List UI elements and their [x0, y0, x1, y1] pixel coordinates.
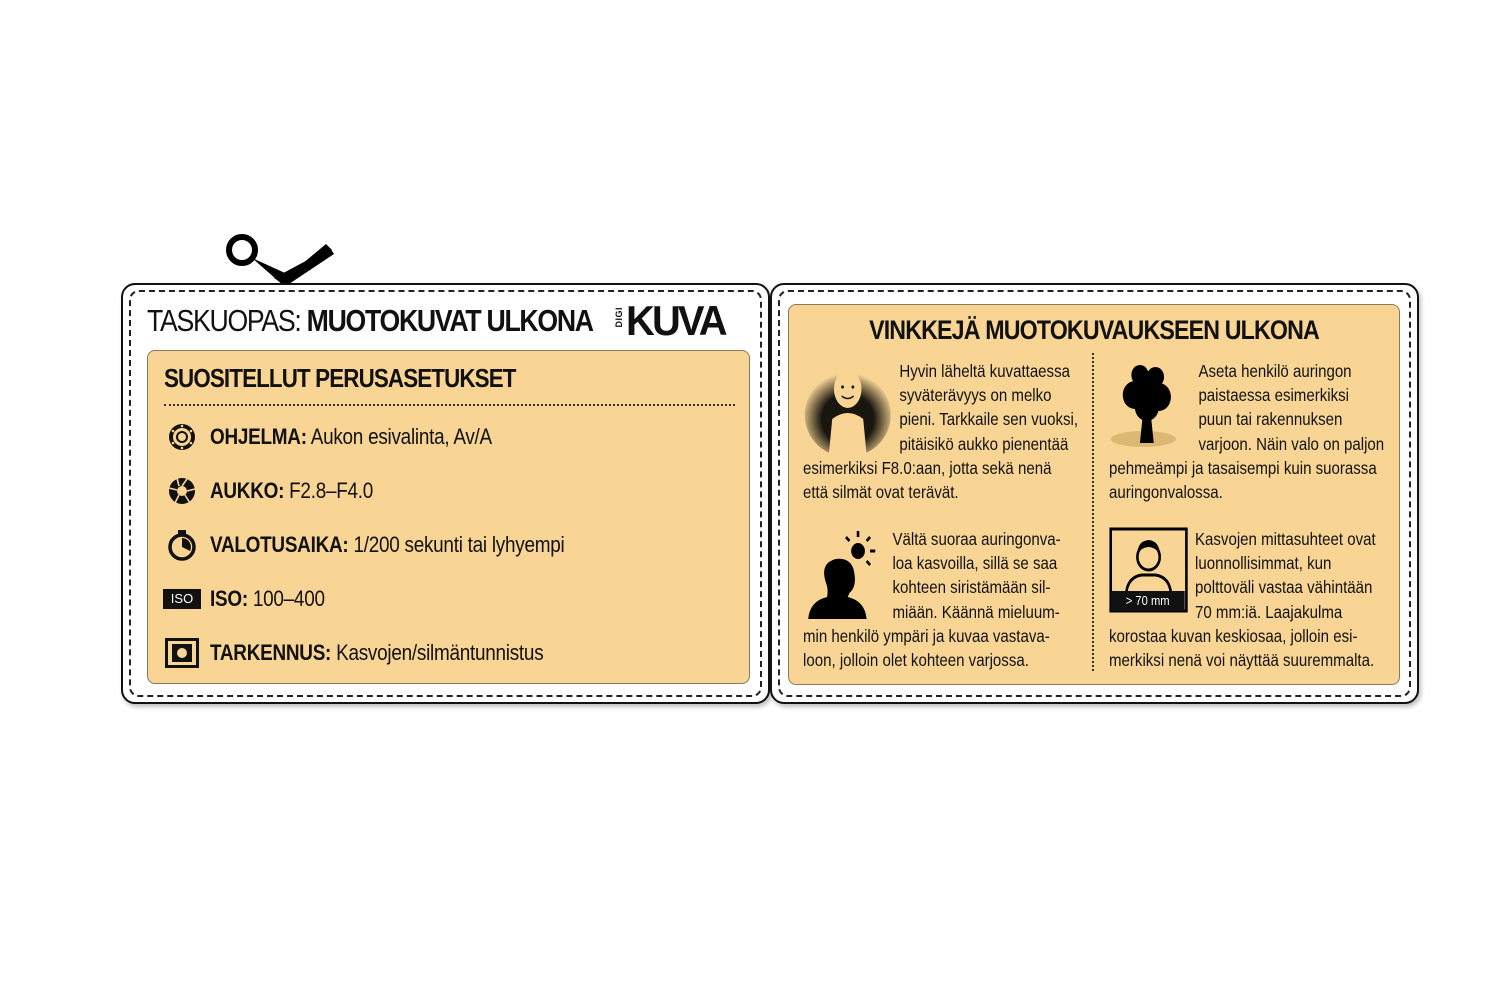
iso-icon: ISO: [162, 579, 202, 619]
setting-row-iso: [162, 579, 343, 619]
tip-depth-of-field: [803, 359, 1078, 504]
sun-face-icon: [803, 527, 886, 623]
tips-card: [770, 283, 1419, 704]
settings-card: [121, 283, 770, 704]
scissors-icon: [222, 234, 336, 290]
digikuva-logo: [614, 299, 746, 343]
woman-portrait-icon: [803, 359, 892, 455]
vertical-dotted-divider: [1092, 353, 1094, 671]
setting-label: AUKKO:: [210, 478, 285, 503]
aperture-icon: [162, 471, 202, 511]
setting-value: Kasvojen/silmäntunnistus: [336, 640, 544, 665]
setting-value: 100–400: [252, 586, 325, 611]
section-title: SUOSITELLUT PERUSASETUKSET: [164, 363, 516, 393]
dotted-divider: [164, 404, 735, 406]
focal-length-badge: > 70 mm: [1111, 591, 1185, 611]
tip-sun-direction: [803, 527, 1078, 672]
setting-label: OHJELMA:: [210, 424, 307, 449]
setting-label: ISO:: [210, 586, 248, 611]
tip-text: Hyvin läheltä kuvattaessa syväterävyys on melko pieni. Tarkkaile sen vuoksi, pitäisikö aukko pienentää esimerkiksi F8.0:aan, jotta sekä nenä että silmät ovat terävät.: [803, 361, 1079, 503]
settings-panel: [147, 350, 750, 684]
tree-shade-icon: [1109, 359, 1192, 455]
title-main: MUOTOKUVAT ULKONA: [306, 303, 593, 338]
tip-shade: [1109, 359, 1384, 504]
tip-text: Aseta henkilö auringon paistaessa esimerkiksi puun tai rakennuksen varjoon. Näin valo on paljon pehmeämpi ja tasaisempi kuin suorassa auringonvalossa.: [1109, 361, 1385, 503]
logo-kuva: KUVA: [626, 297, 725, 344]
setting-label: TARKENNUS:: [210, 640, 332, 665]
telephoto-frame-icon: [1109, 527, 1188, 619]
mode-dial-icon: [162, 417, 202, 457]
setting-row-focus: [162, 633, 598, 673]
setting-row-program: [162, 417, 538, 457]
tips-panel: [788, 304, 1400, 685]
setting-label: VALOTUSAIKA:: [210, 532, 349, 557]
tip-text: Kasvojen mittasuhteet ovat luonnollisimmat, kun polttoväli vastaa vähintään 70 mm:iä. Laajakulma korostaa kuvan keskiosaa, jolloin esi-merkiksi nenä voi näyttää suuremmalta.: [1109, 529, 1376, 671]
tip-focal-length: [1109, 527, 1384, 672]
setting-value: F2.8–F4.0: [289, 478, 374, 503]
setting-value: Aukon esivalinta, Av/A: [310, 424, 492, 449]
setting-value: 1/200 sekunti tai lyhyempi: [353, 532, 565, 557]
stopwatch-icon: [162, 525, 202, 565]
focus-target-icon: [162, 633, 202, 673]
tips-title: VINKKEJÄ MUOTOKUVAUKSEEN ULKONA: [869, 315, 1319, 345]
setting-row-aperture: [162, 471, 400, 511]
logo-digi: DIGI: [614, 307, 624, 328]
card-title: [147, 303, 593, 339]
setting-row-shutter: [162, 525, 622, 565]
tip-text: Vältä suoraa auringonva-loa kasvoilla, sillä se saa kohteen siristämään sil-miään. Käännä mieluum-min henkilö ympäri ja kuvaa vastava-loon, jolloin olet kohteen varjossa.: [803, 529, 1061, 671]
title-prefix: TASKUOPAS:: [147, 303, 301, 338]
